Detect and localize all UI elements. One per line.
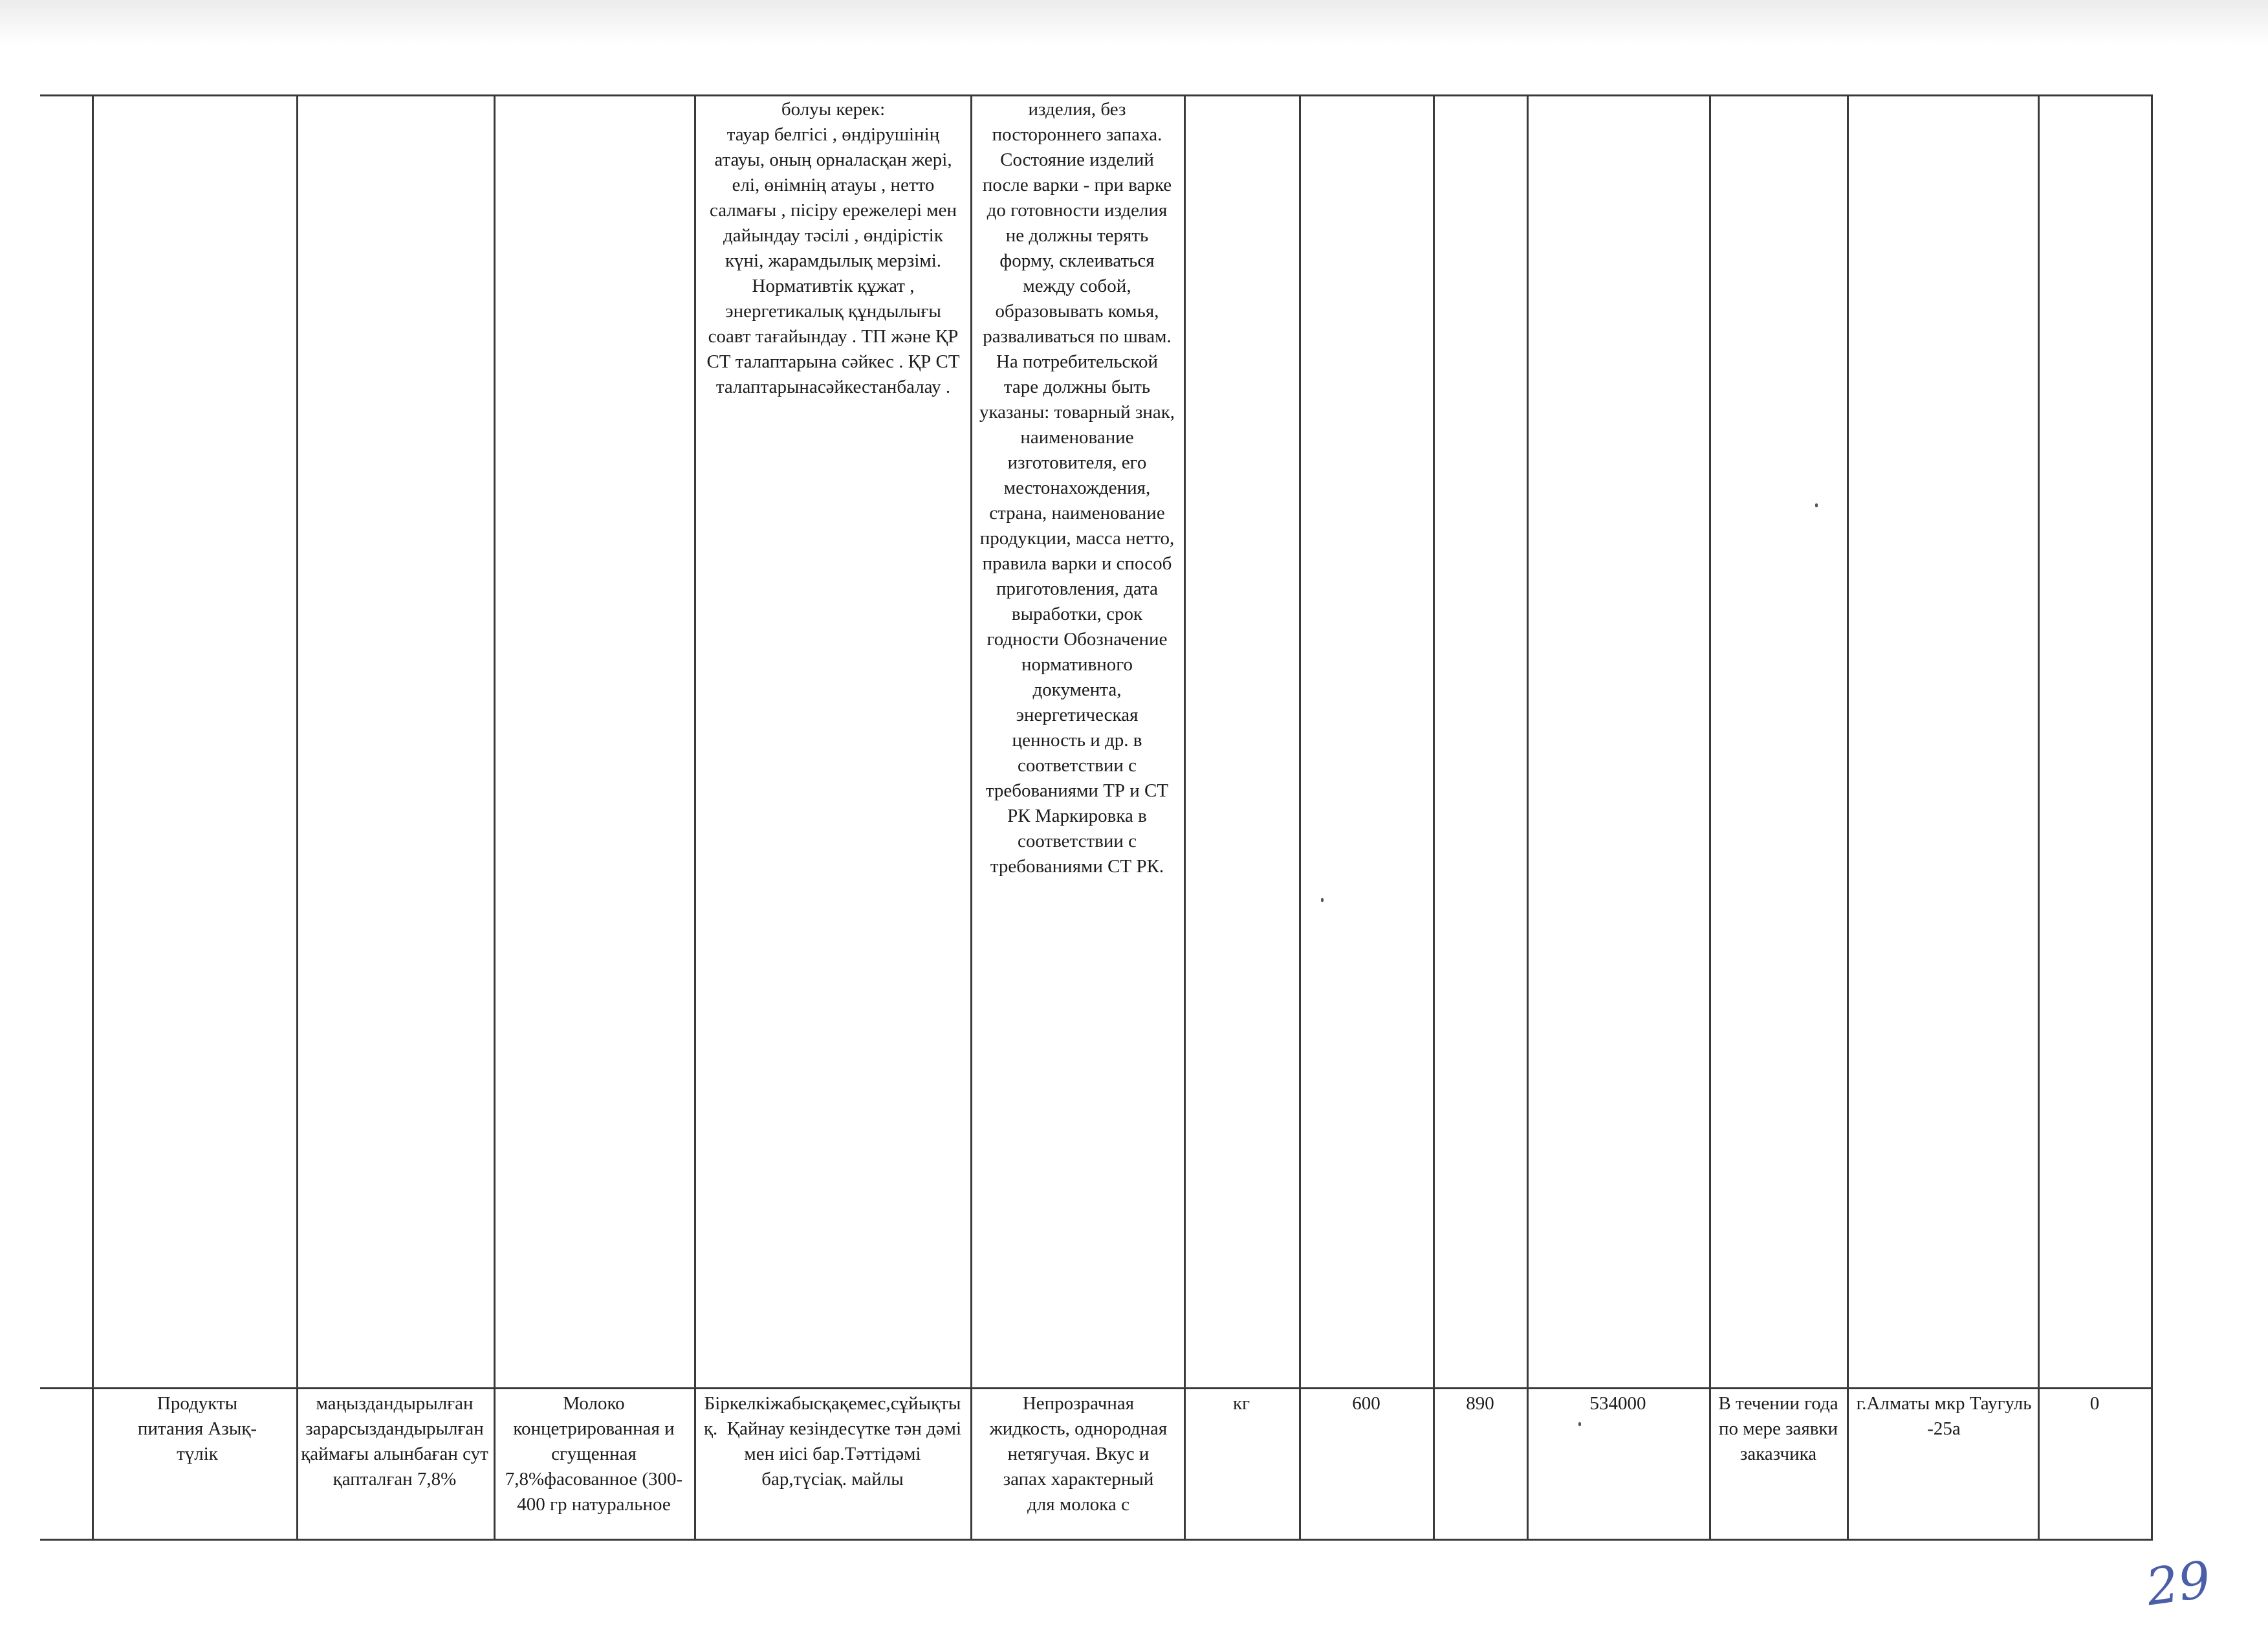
russian-description-continued: изделия, без постороннего запаха. Состояние изделий после варки - при варке до готовности изделия не должны терять форму, склеиваться между собой, образовывать комья, разваливаться по швам. На потребительской таре должны быть указаны: товарный знак, наименование изготовителя, его местонахождения, страна, наименование продукции, масса нетто, правила варки и способ приготовления, дата выработки, срок годности Обозначение нормативного документа, энергетическая ценность и др. в соответствии с требованиями ТР и СТ РК Маркировка в соответствии с требованиями СТ РК. xyxy=(979,99,1180,877)
handwritten-page-number: 29 xyxy=(2143,1550,2215,1618)
scan-speck xyxy=(1815,503,1818,507)
description-kz-cell: Біркелкіжабысқақемес,сұйықтық. Қайнау кезіндесүтке тән дәмі мен иісі бар.Тәттідәмі бар,түсіақ. майлы xyxy=(703,1393,966,1490)
quantity-cell: 600 xyxy=(1352,1393,1380,1414)
delivery-term-cell: В течении года по мере заявки заказчика xyxy=(1718,1393,1843,1464)
column-divider xyxy=(1527,94,1529,1540)
column-divider xyxy=(1299,94,1301,1540)
product-name-kz-cell: маңыздандырылған зарарсыздандырылған қаймағы алынбаған сут қапталған 7,8% xyxy=(301,1393,494,1490)
unit-cell: кг xyxy=(1233,1393,1250,1414)
delivery-place-cell: г.Алматы мкр Таугуль -25а xyxy=(1856,1393,2036,1439)
table-top-border xyxy=(40,94,2153,96)
row-separator xyxy=(40,1387,2153,1389)
description-ru-cell: Непрозрачная жидкость, однородная нетягучая. Вкус и запах характерный для молока с xyxy=(989,1393,1172,1515)
column-divider xyxy=(1709,94,1711,1540)
product-name-ru-cell: Молоко концетрированная и сгущенная 7,8%фасованное (300-400 гр натуральное xyxy=(505,1393,683,1515)
kazakh-description-continued: болуы керек: тауар белгісі , өндірушінің атауы, оның орналасқан жері, елі, өнімнің атауы , нетто салмағы , пісіру ережелері мен дайындау тәсілі , өндірістік күні, жарамдылық мерзімі. Нормативтік құжат , энергетикалық құндылығы соавт тағайындау . ТП және ҚР СТ талаптарына сәйкес . ҚР СТ талаптарынасәйкестанбалау . xyxy=(706,99,960,397)
advance-cell: 0 xyxy=(2089,1393,2100,1414)
scan-speck xyxy=(1321,898,1324,902)
column-divider xyxy=(1433,94,1435,1540)
column-divider xyxy=(296,94,298,1540)
column-divider xyxy=(1184,94,1186,1540)
column-divider xyxy=(694,94,696,1540)
total-cell: 534000 xyxy=(1589,1393,1646,1414)
column-divider xyxy=(1847,94,1849,1540)
column-divider xyxy=(92,94,94,1540)
table-right-border xyxy=(2151,94,2153,1540)
scan-speck xyxy=(1578,1422,1581,1426)
column-divider xyxy=(494,94,496,1540)
category-cell: Продукты питания Азық-түлік xyxy=(137,1393,257,1464)
column-divider xyxy=(2038,94,2040,1540)
table-bottom-border xyxy=(40,1539,2153,1541)
column-divider xyxy=(970,94,972,1540)
price-cell: 890 xyxy=(1466,1393,1494,1414)
